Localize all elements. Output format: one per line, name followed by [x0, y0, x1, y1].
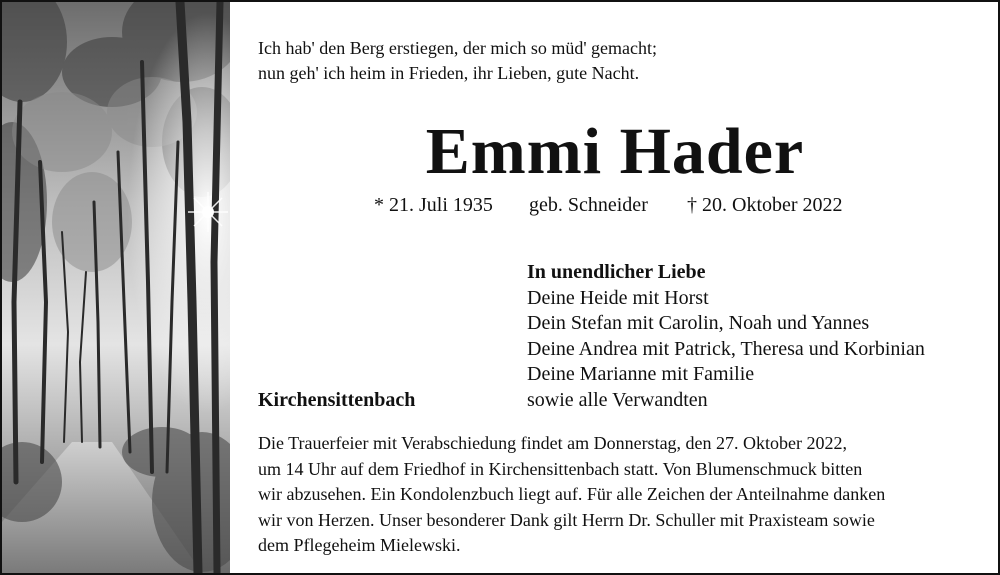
- place-name: Kirchensittenbach: [258, 389, 416, 411]
- funeral-line: wir von Herzen. Unser besonderer Dank gilt Herrn Dr. Schuller mit Praxisteam sowie: [258, 509, 875, 530]
- funeral-line: dem Pflegeheim Mielewski.: [258, 535, 461, 555]
- mourners-list: [527, 260, 925, 413]
- life-dates: [374, 192, 843, 218]
- mourners-heading: In unendlicher Liebe: [527, 261, 706, 283]
- poem-line-1: Ich hab' den Berg erstiegen, der mich so müd' gemacht;: [258, 38, 658, 58]
- birth-date: * 21. Juli 1935: [374, 194, 493, 216]
- maiden-name: geb. Schneider: [529, 194, 648, 216]
- deceased-name: Emmi Hader: [425, 115, 805, 188]
- forest-path-image: [2, 2, 230, 573]
- mourner-line: sowie alle Verwandten: [527, 388, 708, 411]
- mourner-line: Deine Andrea mit Patrick, Theresa und Korbinian: [527, 337, 925, 360]
- forest-path-photo: [2, 2, 230, 573]
- mourner-line: Dein Stefan mit Carolin, Noah und Yannes: [527, 312, 870, 334]
- death-date: † 20. Oktober 2022: [687, 194, 843, 216]
- funeral-line: Die Trauerfeier mit Verabschiedung findet am Donnerstag, den 27. Oktober 2022,: [258, 433, 848, 453]
- funeral-details: [258, 431, 988, 559]
- mourner-line: Deine Marianne mit Familie: [527, 363, 755, 385]
- poem-line-2: nun geh' ich heim in Frieden, ihr Lieben, gute Nacht.: [258, 63, 640, 83]
- funeral-line: um 14 Uhr auf dem Friedhof in Kirchensittenbach statt. Von Blumenschmuck bitten: [258, 458, 863, 479]
- funeral-line: wir abzusehen. Ein Kondolenzbuch liegt auf. Für alle Zeichen der Anteilnahme danken: [258, 484, 886, 504]
- mourner-line: Deine Heide mit Horst: [527, 286, 709, 309]
- poem-verse: [258, 36, 657, 86]
